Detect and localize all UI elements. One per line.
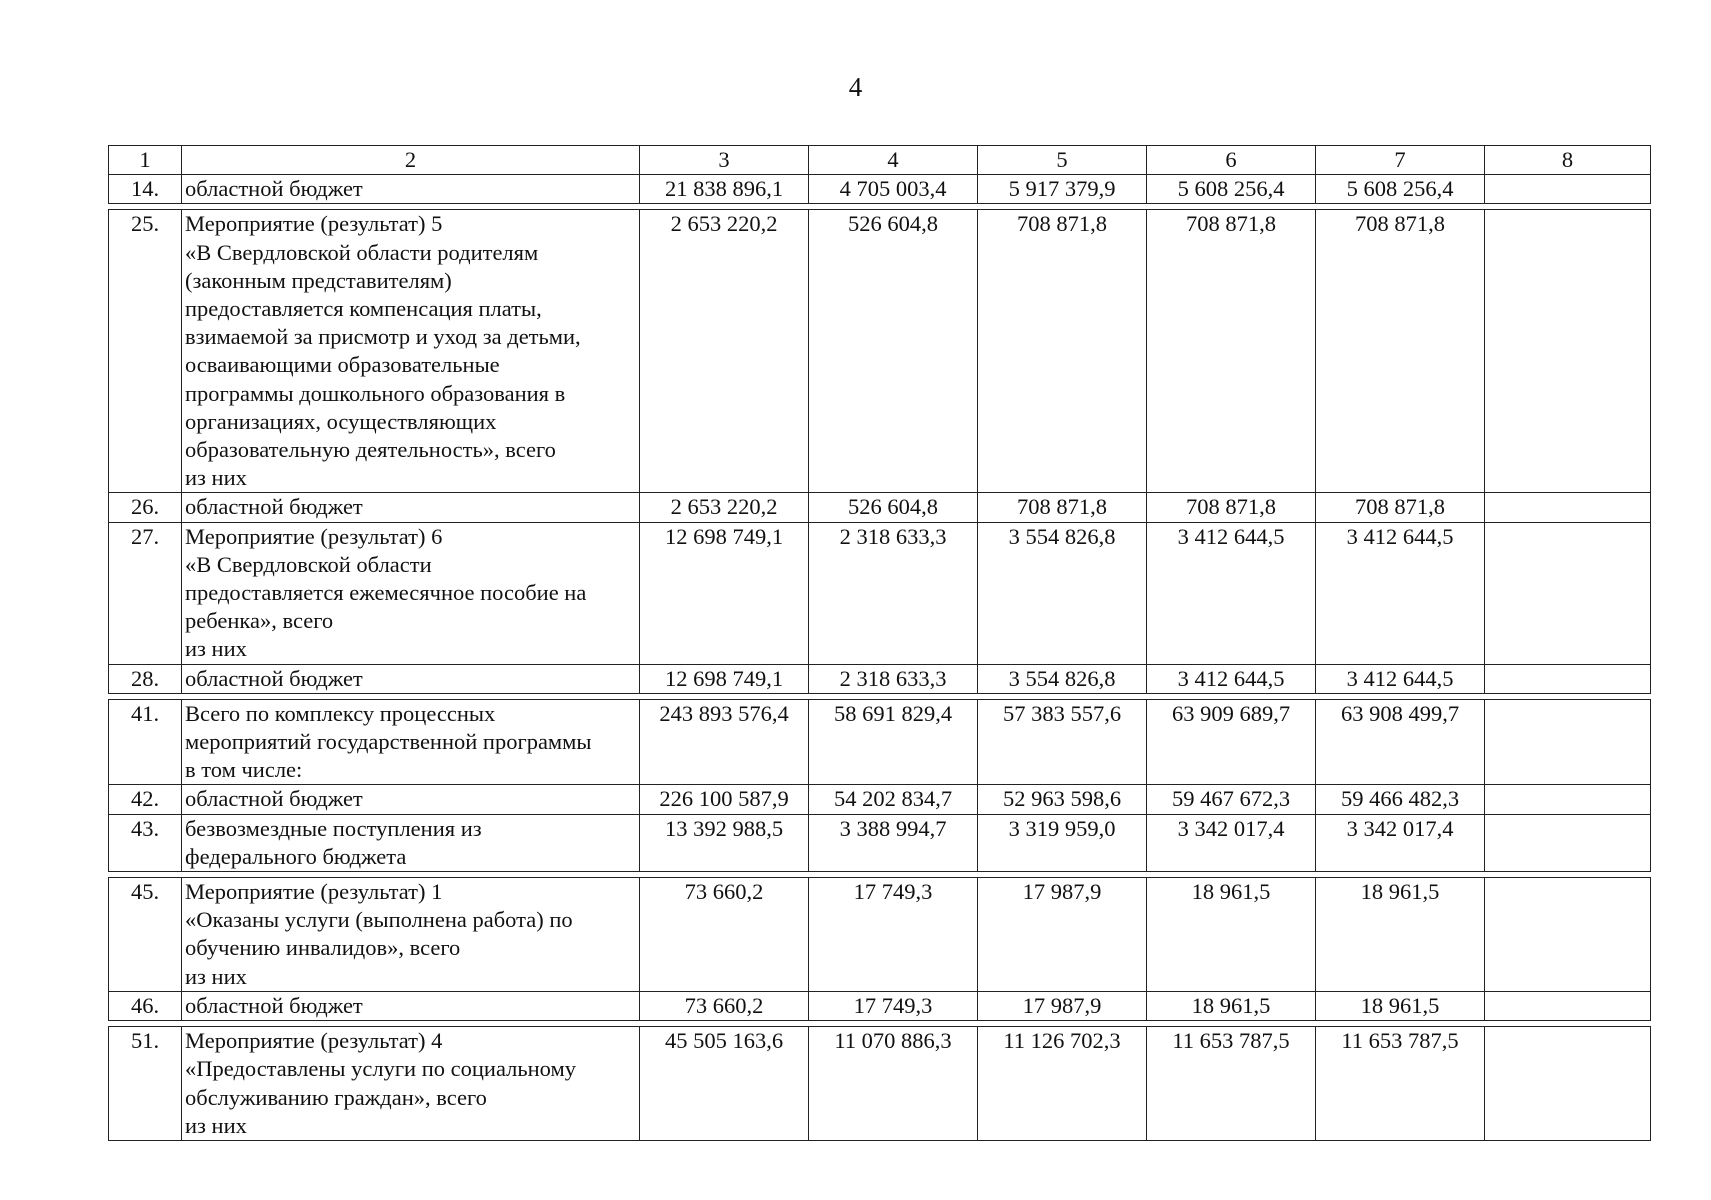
value-cell: 5 608 256,4 — [1316, 175, 1485, 204]
value-cell: 11 653 787,5 — [1147, 1027, 1316, 1141]
column-header: 4 — [809, 146, 978, 175]
value-cell: 57 383 557,6 — [978, 699, 1147, 785]
value-cell: 708 871,8 — [1316, 493, 1485, 522]
value-cell — [1485, 175, 1651, 204]
value-cell: 13 392 988,5 — [640, 814, 809, 871]
value-cell: 73 660,2 — [640, 878, 809, 992]
row-number: 45. — [109, 878, 182, 992]
table-row — [109, 699, 1651, 785]
table-row — [109, 175, 1651, 204]
value-cell: 18 961,5 — [1316, 991, 1485, 1020]
value-cell: 3 319 959,0 — [978, 814, 1147, 871]
value-cell: 63 908 499,7 — [1316, 699, 1485, 785]
value-cell: 2 318 633,3 — [809, 522, 978, 664]
value-cell: 17 749,3 — [809, 991, 978, 1020]
value-cell: 708 871,8 — [978, 493, 1147, 522]
value-cell: 226 100 587,9 — [640, 785, 809, 814]
table-row — [109, 664, 1651, 693]
value-cell: 3 554 826,8 — [978, 522, 1147, 664]
value-cell: 58 691 829,4 — [809, 699, 978, 785]
table-row — [109, 814, 1651, 871]
value-cell: 4 705 003,4 — [809, 175, 978, 204]
column-header: 2 — [182, 146, 640, 175]
row-number: 25. — [109, 210, 182, 493]
table-block — [108, 145, 1651, 204]
value-cell — [1485, 699, 1651, 785]
table-row — [109, 493, 1651, 522]
value-cell — [1485, 1027, 1651, 1141]
table-row — [109, 785, 1651, 814]
table-row — [109, 1027, 1651, 1141]
value-cell: 3 412 644,5 — [1147, 664, 1316, 693]
value-cell: 17 987,9 — [978, 991, 1147, 1020]
table-row — [109, 522, 1651, 664]
value-cell: 2 318 633,3 — [809, 664, 978, 693]
row-number: 43. — [109, 814, 182, 871]
column-header: 5 — [978, 146, 1147, 175]
row-label: Мероприятие (результат) 6 «В Свердловской области предоставляется ежемесячное пособие на ребенка», всего из них — [182, 522, 640, 664]
value-cell — [1485, 814, 1651, 871]
value-cell — [1485, 522, 1651, 664]
value-cell: 2 653 220,2 — [640, 493, 809, 522]
value-cell: 3 342 017,4 — [1147, 814, 1316, 871]
budget-table — [108, 145, 1650, 1141]
row-label: областной бюджет — [182, 175, 640, 204]
value-cell: 708 871,8 — [1147, 210, 1316, 493]
table-row — [109, 210, 1651, 493]
value-cell: 5 917 379,9 — [978, 175, 1147, 204]
row-label: Мероприятие (результат) 1 «Оказаны услуги (выполнена работа) по обучению инвалидов», всего из них — [182, 878, 640, 992]
row-number: 41. — [109, 699, 182, 785]
value-cell: 708 871,8 — [978, 210, 1147, 493]
value-cell: 59 466 482,3 — [1316, 785, 1485, 814]
value-cell: 11 653 787,5 — [1316, 1027, 1485, 1141]
table-block — [108, 699, 1651, 872]
row-number: 28. — [109, 664, 182, 693]
column-header: 1 — [109, 146, 182, 175]
value-cell — [1485, 991, 1651, 1020]
row-number: 42. — [109, 785, 182, 814]
row-number: 27. — [109, 522, 182, 664]
row-label: областной бюджет — [182, 493, 640, 522]
value-cell — [1485, 664, 1651, 693]
value-cell: 59 467 672,3 — [1147, 785, 1316, 814]
column-header: 6 — [1147, 146, 1316, 175]
value-cell: 54 202 834,7 — [809, 785, 978, 814]
value-cell: 52 963 598,6 — [978, 785, 1147, 814]
value-cell: 12 698 749,1 — [640, 522, 809, 664]
row-label: Всего по комплексу процессных мероприятий государственной программы в том числе: — [182, 699, 640, 785]
row-label: Мероприятие (результат) 4 «Предоставлены услуги по социальному обслуживанию граждан», всего из них — [182, 1027, 640, 1141]
row-number: 51. — [109, 1027, 182, 1141]
header-row — [109, 146, 1651, 175]
value-cell: 18 961,5 — [1147, 878, 1316, 992]
value-cell: 526 604,8 — [809, 210, 978, 493]
value-cell: 5 608 256,4 — [1147, 175, 1316, 204]
value-cell: 11 126 702,3 — [978, 1027, 1147, 1141]
row-number: 26. — [109, 493, 182, 522]
value-cell: 21 838 896,1 — [640, 175, 809, 204]
row-label: Мероприятие (результат) 5 «В Свердловской области родителям (законным представителям) предоставляется компенсация платы, взимаемой за присмотр и уход за детьми, осваивающими образовательные программы дошкольного образования в организациях, осуществляющих образовательную деятельность», всего из них — [182, 210, 640, 493]
table-block — [108, 1026, 1651, 1141]
table-row — [109, 878, 1651, 992]
value-cell: 18 961,5 — [1316, 878, 1485, 992]
value-cell — [1485, 785, 1651, 814]
row-label: областной бюджет — [182, 664, 640, 693]
value-cell: 3 388 994,7 — [809, 814, 978, 871]
table-block — [108, 877, 1651, 1021]
value-cell: 708 871,8 — [1316, 210, 1485, 493]
value-cell — [1485, 210, 1651, 493]
table-row — [109, 991, 1651, 1020]
row-number: 14. — [109, 175, 182, 204]
value-cell: 45 505 163,6 — [640, 1027, 809, 1141]
value-cell: 12 698 749,1 — [640, 664, 809, 693]
column-header: 3 — [640, 146, 809, 175]
value-cell: 243 893 576,4 — [640, 699, 809, 785]
value-cell: 11 070 886,3 — [809, 1027, 978, 1141]
value-cell: 17 987,9 — [978, 878, 1147, 992]
value-cell — [1485, 493, 1651, 522]
table-block — [108, 209, 1651, 693]
value-cell: 3 412 644,5 — [1147, 522, 1316, 664]
value-cell: 3 554 826,8 — [978, 664, 1147, 693]
value-cell: 73 660,2 — [640, 991, 809, 1020]
value-cell: 708 871,8 — [1147, 493, 1316, 522]
value-cell: 3 342 017,4 — [1316, 814, 1485, 871]
value-cell: 63 909 689,7 — [1147, 699, 1316, 785]
value-cell: 3 412 644,5 — [1316, 664, 1485, 693]
column-header: 8 — [1485, 146, 1651, 175]
value-cell: 18 961,5 — [1147, 991, 1316, 1020]
value-cell: 3 412 644,5 — [1316, 522, 1485, 664]
row-number: 46. — [109, 991, 182, 1020]
column-header: 7 — [1316, 146, 1485, 175]
page-number: 4 — [848, 72, 863, 102]
row-label: областной бюджет — [182, 991, 640, 1020]
value-cell: 17 749,3 — [809, 878, 978, 992]
value-cell: 2 653 220,2 — [640, 210, 809, 493]
row-label: областной бюджет — [182, 785, 640, 814]
value-cell: 526 604,8 — [809, 493, 978, 522]
row-label: безвозмездные поступления из федерального бюджета — [182, 814, 640, 871]
value-cell — [1485, 878, 1651, 992]
